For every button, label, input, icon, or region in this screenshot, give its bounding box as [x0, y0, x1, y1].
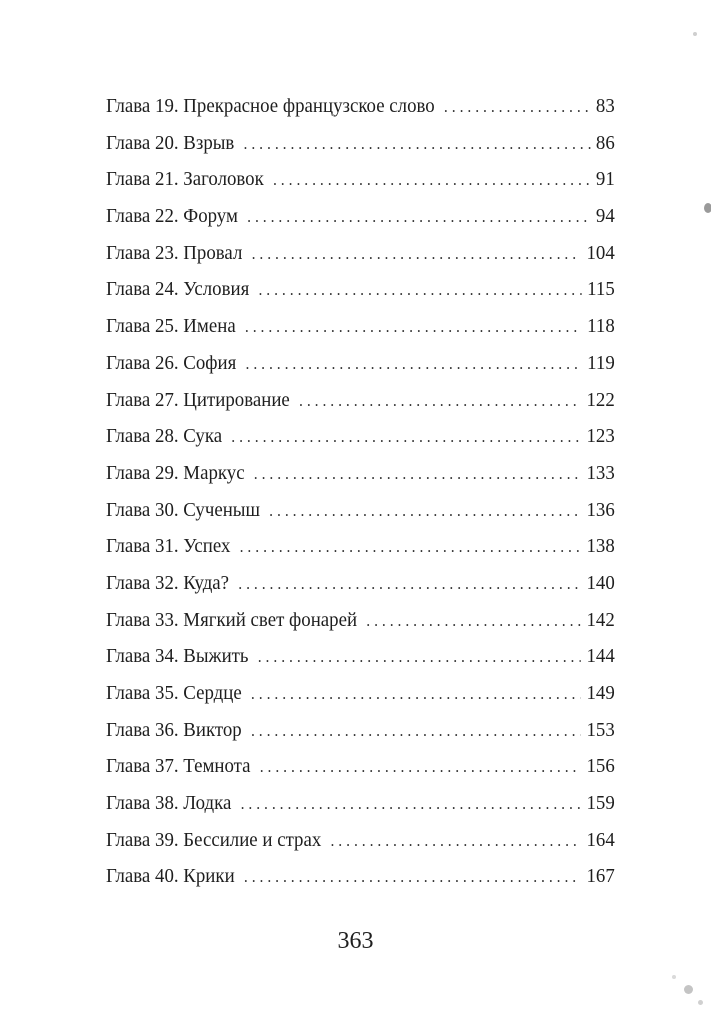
dot-leader: [260, 749, 581, 786]
dot-leader: [251, 676, 581, 713]
dot-leader: [244, 126, 591, 163]
toc-entry: [106, 748, 615, 785]
toc-entry-title: Глава 32. Куда?: [106, 571, 230, 594]
toc-entry: [106, 345, 615, 382]
dot-leader: [269, 493, 581, 530]
toc-entry: [106, 125, 615, 162]
toc-entry-page: 118: [587, 315, 615, 338]
toc-entry-page: 94: [595, 205, 615, 228]
toc-entry-page: 149: [586, 682, 615, 704]
dot-leader: [273, 162, 590, 199]
dot-leader: [258, 639, 581, 676]
toc-entry-page: 104: [586, 241, 615, 264]
toc-entry-title: Глава 36. Виктор: [106, 718, 242, 741]
dot-leader: [444, 89, 590, 126]
toc-entry: [106, 565, 615, 602]
dot-leader: [330, 823, 580, 860]
scan-speck: [704, 203, 711, 213]
toc-entry: [106, 308, 615, 345]
toc-entry-page: 122: [586, 388, 615, 411]
toc-entry-page: 136: [586, 498, 615, 521]
dot-leader: [254, 456, 581, 493]
dot-leader: [241, 786, 581, 823]
dot-leader: [252, 236, 581, 273]
toc-entry-title: Глава 37. Темнота: [106, 755, 251, 778]
toc-entry-page: 156: [586, 755, 615, 778]
toc-entry-title: Глава 24. Условия: [106, 278, 250, 301]
dot-leader: [366, 603, 581, 640]
toc-entry-page: 144: [586, 645, 615, 668]
toc-entry-page: 123: [586, 425, 615, 448]
toc-entry-title: Глава 27. Цитирование: [106, 388, 290, 411]
toc-entry: [106, 785, 615, 822]
dot-leader: [258, 272, 581, 309]
toc-entry: [106, 271, 615, 308]
toc-entry: [106, 88, 615, 125]
toc-entry-title: Глава 34. Выжить: [106, 645, 249, 668]
toc-entry: [106, 858, 615, 895]
dot-leader: [246, 346, 582, 383]
toc-entry-page: 83: [595, 95, 615, 117]
toc-entry: [106, 528, 615, 565]
toc-entry-page: 115: [587, 278, 615, 301]
toc-entry-page: 140: [586, 571, 615, 594]
toc-entry-page: 133: [586, 461, 615, 484]
scan-speck: [698, 1000, 703, 1005]
toc-entry-page: 138: [586, 535, 615, 558]
toc-entry-page: 142: [586, 608, 615, 631]
toc-entry: [106, 675, 615, 712]
toc-entry-title: Глава 30. Сученыш: [106, 498, 260, 521]
toc-entry-page: 164: [586, 828, 615, 851]
toc-entry-page: 167: [586, 865, 615, 888]
toc-entry: [106, 198, 615, 235]
table-of-contents: [106, 88, 615, 895]
toc-entry: [106, 235, 615, 272]
toc-entry: [106, 638, 615, 675]
toc-entry-title: Глава 20. Взрыв: [106, 131, 235, 154]
toc-entry: [106, 712, 615, 749]
toc-entry-title: Глава 39. Бессилие и страх: [106, 828, 322, 851]
scan-speck: [672, 975, 676, 979]
toc-entry-title: Глава 28. Сука: [106, 425, 223, 448]
dot-leader: [238, 566, 581, 603]
toc-entry: [106, 455, 615, 492]
toc-entry-page: 86: [595, 131, 615, 154]
toc-entry-page: 119: [587, 351, 615, 374]
dot-leader: [231, 419, 581, 456]
toc-entry: [106, 382, 615, 419]
toc-entry-title: Глава 29. Маркус: [106, 461, 245, 484]
toc-entry-title: Глава 31. Успех: [106, 535, 231, 558]
dot-leader: [251, 713, 581, 750]
toc-entry-page: 91: [595, 168, 615, 191]
toc-entry: [106, 492, 615, 529]
toc-entry: [106, 418, 615, 455]
scan-speck: [684, 985, 693, 994]
dot-leader: [245, 309, 582, 346]
toc-entry-title: Глава 25. Имена: [106, 315, 236, 338]
toc-entry: [106, 822, 615, 859]
toc-entry-title: Глава 33. Мягкий свет фонарей: [106, 608, 358, 631]
toc-entry-title: Глава 40. Крики: [106, 865, 235, 888]
scan-speck: [693, 32, 697, 36]
dot-leader: [299, 383, 581, 420]
toc-entry-title: Глава 19. Прекрасное французское слово: [106, 95, 435, 117]
toc-entry-title: Глава 26. София: [106, 351, 237, 374]
dot-leader: [240, 529, 581, 566]
toc-entry-title: Глава 38. Лодка: [106, 792, 232, 815]
toc-entry-page: 159: [586, 792, 615, 815]
dot-leader: [244, 859, 581, 896]
toc-entry-title: Глава 23. Провал: [106, 241, 243, 264]
dot-leader: [247, 199, 590, 236]
toc-entry-title: Глава 35. Сердце: [106, 682, 242, 704]
toc-entry-title: Глава 22. Форум: [106, 205, 238, 228]
toc-entry-title: Глава 21. Заголовок: [106, 168, 264, 191]
toc-entry-page: 153: [586, 718, 615, 741]
toc-entry: [106, 161, 615, 198]
toc-entry: [106, 602, 615, 639]
page-number: 363: [337, 928, 374, 954]
